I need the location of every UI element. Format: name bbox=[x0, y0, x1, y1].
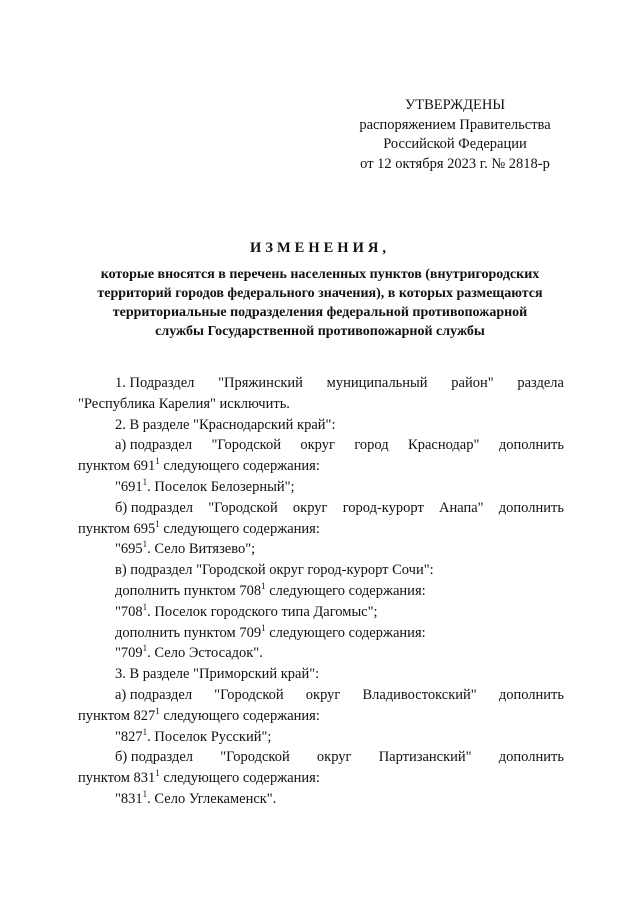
word: "Городской bbox=[220, 749, 290, 766]
paragraph-2c: в) подраздел "Городской округ город-курорт Сочи": bbox=[115, 562, 434, 579]
superscript: 1 bbox=[142, 539, 148, 550]
paragraph-2b-line-2 bbox=[78, 519, 564, 540]
paragraph-1-line-2: "Республика Карелия" исключить. bbox=[78, 395, 290, 412]
word: округ bbox=[300, 437, 335, 454]
text: следующего содержания: bbox=[265, 624, 426, 641]
word: "Городской bbox=[208, 499, 278, 516]
word: округ bbox=[292, 499, 328, 516]
word: "Пряжинский bbox=[218, 375, 303, 391]
word: раздела bbox=[517, 375, 564, 391]
superscript: 1 bbox=[142, 477, 148, 488]
text: дополнить пунктом 708 bbox=[115, 582, 262, 599]
word: б) подраздел bbox=[115, 749, 194, 766]
text: . Поселок Белозерный"; bbox=[147, 478, 295, 495]
text: . Село Эстосадок". bbox=[147, 645, 263, 662]
word: 1. Подраздел bbox=[115, 375, 195, 391]
word: б) подраздел bbox=[115, 499, 194, 516]
word: дополнить bbox=[498, 749, 564, 766]
document-body bbox=[78, 373, 564, 810]
word: муниципальный bbox=[326, 375, 428, 391]
word: округ bbox=[305, 686, 341, 703]
text: "695 bbox=[115, 541, 143, 558]
word: Партизанский" bbox=[378, 749, 472, 766]
paragraph-3b-line-1 bbox=[78, 747, 564, 768]
text: . Село Углекаменск". bbox=[147, 790, 277, 807]
paragraph-3b-line-2 bbox=[78, 768, 564, 789]
quote-827 bbox=[78, 727, 564, 748]
word: Анапа" bbox=[439, 499, 484, 516]
text: следующего содержания: bbox=[159, 520, 320, 537]
subtitle-line-1: которые вносятся в перечень населенных пунктов (внутригородских bbox=[100, 267, 540, 282]
quote-691 bbox=[78, 477, 564, 498]
word: дополнить bbox=[498, 686, 564, 703]
approval-line-1: УТВЕРЖДЕНЫ bbox=[404, 97, 506, 113]
text: "827 bbox=[115, 728, 143, 745]
word: район" bbox=[451, 375, 494, 391]
quote-695 bbox=[78, 539, 564, 560]
paragraph-2a-line-1 bbox=[78, 435, 564, 456]
title-block bbox=[70, 240, 570, 341]
superscript: 1 bbox=[155, 768, 160, 779]
text: "691 bbox=[115, 478, 143, 495]
text: пунктом 695 bbox=[78, 520, 156, 537]
subtitle-line-4: службы Государственной противопожарной службы bbox=[155, 324, 485, 339]
text: "831 bbox=[115, 790, 143, 807]
text: "708 bbox=[115, 603, 143, 620]
text: следующего содержания: bbox=[159, 707, 320, 724]
subtitle-line-2: территорий городов федерального значения), в которых размещаются bbox=[97, 286, 543, 301]
superscript: 1 bbox=[142, 601, 148, 612]
text: "709 bbox=[115, 645, 143, 662]
add-708 bbox=[78, 581, 564, 602]
word: округ bbox=[316, 749, 352, 766]
word: город bbox=[354, 437, 389, 454]
text: . Поселок городского типа Дагомыс"; bbox=[147, 603, 378, 620]
text: следующего содержания: bbox=[265, 582, 426, 599]
superscript: 1 bbox=[155, 456, 160, 467]
superscript: 1 bbox=[261, 581, 266, 592]
word: дополнить bbox=[498, 437, 564, 454]
superscript: 1 bbox=[142, 643, 148, 654]
word: город-курорт bbox=[342, 499, 424, 516]
approval-stamp bbox=[340, 96, 570, 174]
paragraph-3a-line-1 bbox=[78, 685, 564, 706]
text: дополнить пунктом 709 bbox=[115, 624, 262, 641]
quote-708 bbox=[78, 602, 564, 623]
superscript: 1 bbox=[155, 518, 160, 529]
approval-line-3: Российской Федерации bbox=[383, 136, 527, 152]
text: . Поселок Русский"; bbox=[147, 728, 272, 745]
paragraph-2b-line-1 bbox=[78, 498, 564, 519]
subtitle-line-3: территориальные подразделения федеральной противопожарной bbox=[112, 305, 528, 320]
word: дополнить bbox=[498, 499, 564, 516]
document-title: ИЗМЕНЕНИЯ, bbox=[250, 240, 390, 256]
superscript: 1 bbox=[155, 705, 160, 716]
word: "Городской bbox=[214, 686, 284, 703]
text: пунктом 831 bbox=[78, 770, 156, 787]
word: а) подраздел bbox=[115, 686, 193, 703]
quote-709 bbox=[78, 643, 564, 664]
approval-line-4: от 12 октября 2023 г. № 2818-р bbox=[360, 155, 550, 172]
text: пунктом 827 bbox=[78, 707, 156, 724]
paragraph-2: 2. В разделе "Краснодарский край": bbox=[115, 416, 336, 433]
superscript: 1 bbox=[142, 726, 148, 737]
paragraph-1-line-1 bbox=[78, 373, 564, 394]
paragraph-3a-line-2 bbox=[78, 706, 564, 727]
word: Краснодар" bbox=[408, 437, 480, 454]
word: Владивостокский" bbox=[362, 686, 477, 703]
text: следующего содержания: bbox=[159, 458, 320, 475]
document-subtitle bbox=[70, 265, 570, 341]
superscript: 1 bbox=[261, 622, 266, 633]
paragraph-2a-line-2 bbox=[78, 456, 564, 477]
word: "Городской bbox=[211, 437, 281, 454]
approval-line-2: распоряжением Правительства bbox=[359, 116, 551, 133]
text: . Село Витязево"; bbox=[147, 541, 256, 558]
text: следующего содержания: bbox=[159, 770, 320, 787]
paragraph-3: 3. В разделе "Приморский край": bbox=[115, 666, 320, 683]
word: а) подраздел bbox=[115, 437, 193, 454]
text: пунктом 691 bbox=[78, 458, 156, 475]
add-709 bbox=[78, 623, 564, 644]
superscript: 1 bbox=[142, 789, 148, 800]
quote-831 bbox=[78, 789, 564, 810]
